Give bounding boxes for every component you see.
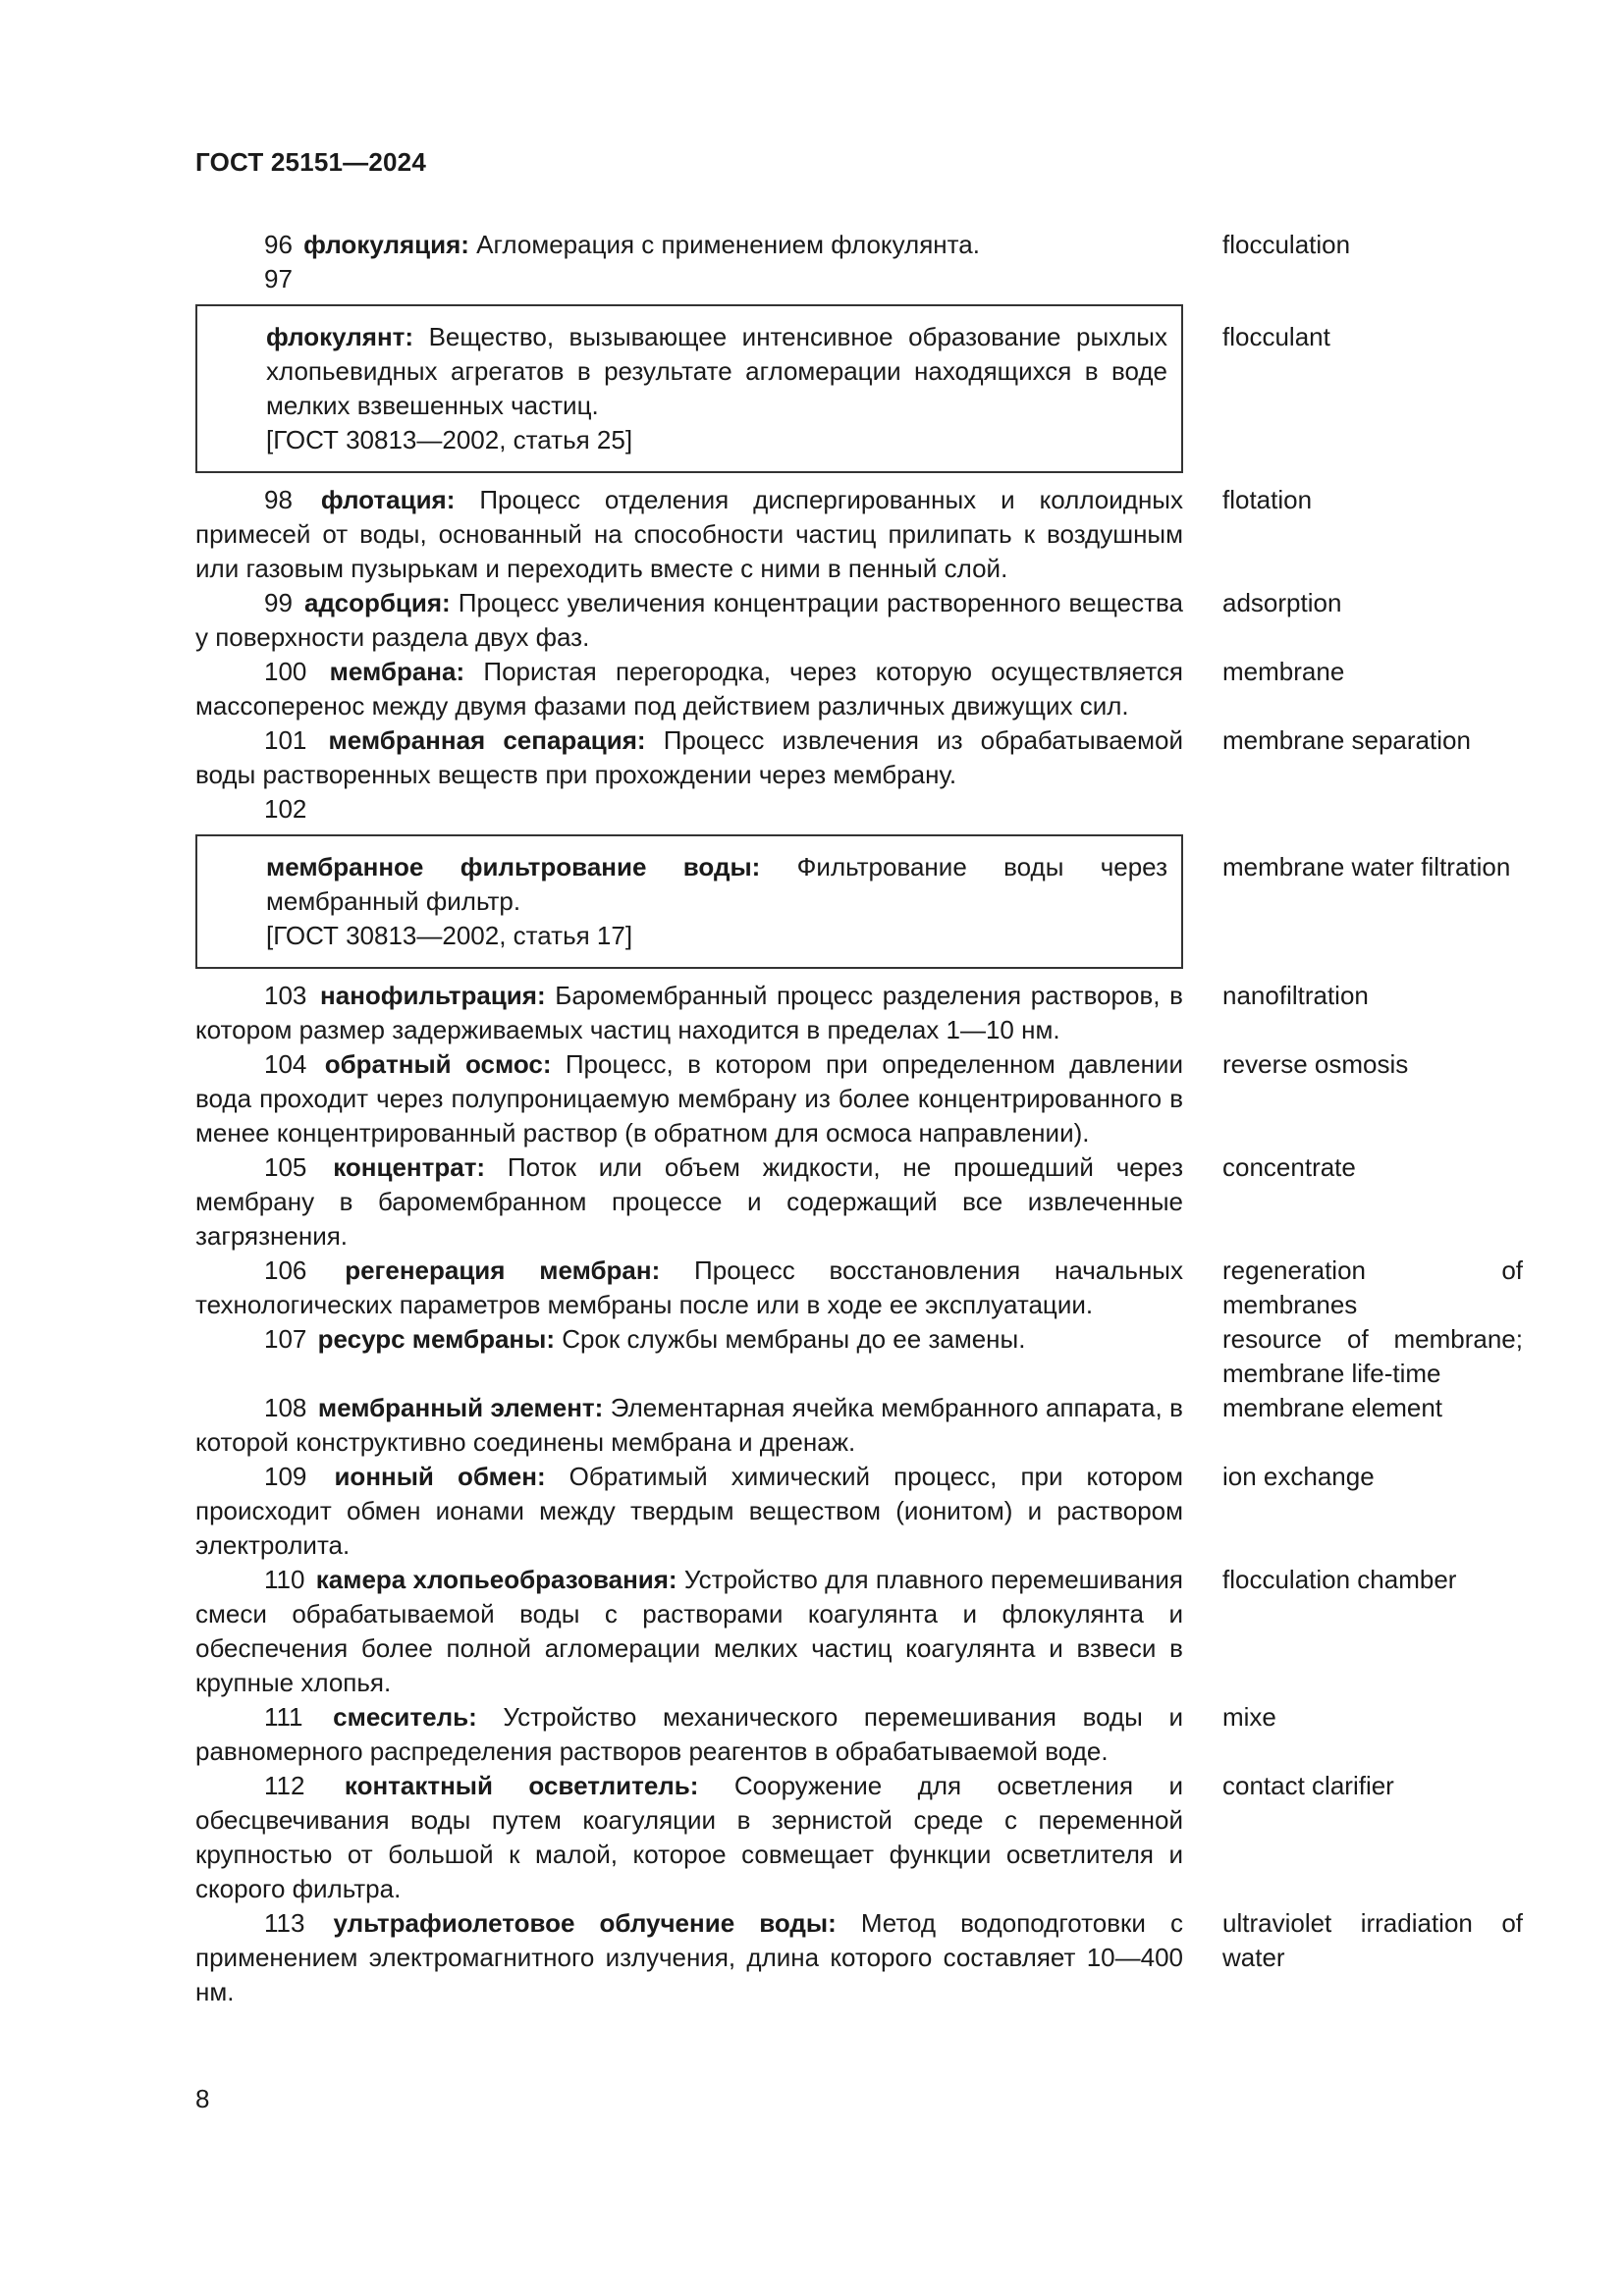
term-definition: Обратимый химический процесс, при котором происходит обмен ионами между твердым веществом (ионитом) и раствором электролита.	[195, 1462, 1183, 1560]
term-box	[195, 304, 1183, 473]
document-header: ГОСТ 25151—2024	[195, 147, 426, 177]
term-entry-98	[195, 483, 1523, 586]
term-name: регенерация мембран:	[345, 1255, 661, 1285]
term-entry-102	[195, 834, 1523, 969]
term-definition: Элементарная ячейка мембранного аппарата, в которой конструктивно соединены мембрана и дренаж.	[195, 1393, 1183, 1457]
term-name: мембранный элемент:	[317, 1393, 604, 1422]
term-entry-107	[195, 1322, 1523, 1391]
term-definition: Процесс извлечения из обрабатываемой воды растворенных веществ при прохождении через мембрану.	[195, 725, 1183, 789]
term-number: 98	[264, 485, 293, 514]
term-entry-106	[195, 1254, 1523, 1322]
term-definition: Устройство механического перемешивания воды и равномерного распределения растворов реагентов в обрабатываемой воде.	[195, 1702, 1183, 1766]
term-english: mixe	[1222, 1702, 1276, 1732]
term-name: мембрана:	[329, 657, 465, 686]
term-entry-108	[195, 1391, 1523, 1460]
term-definition: Баромембранный процесс разделения растворов, в котором размер задерживаемых частиц находится в пределах 1—10 нм.	[195, 981, 1183, 1044]
term-name: нанофильтрация:	[320, 981, 546, 1010]
term-english: flocculation	[1222, 230, 1351, 259]
term-english: flocculant	[1222, 322, 1330, 351]
term-number: 108	[264, 1393, 307, 1422]
term-number: 106	[264, 1255, 307, 1285]
term-english: ion exchange	[1222, 1462, 1375, 1491]
term-number: 112	[264, 1771, 305, 1800]
term-english: reverse osmosis	[1222, 1049, 1409, 1079]
term-name: обратный осмос:	[324, 1049, 552, 1079]
term-definition: Процесс, в котором при определенном давлении вода проходит через полупроницаемую мембрану из более концентрированного в менее концентрированный раствор (в обратном для осмоса направлении).	[195, 1049, 1183, 1148]
term-number-102: 102	[264, 794, 307, 824]
term-name: мембранная сепарация:	[328, 725, 646, 755]
term-definition: Срок службы мембраны до ее замены.	[554, 1324, 1026, 1354]
term-definition: Поток или объем жидкости, не прошедший через мембрану в баромембранном процессе и содержащий все извлеченные загрязнения.	[195, 1152, 1183, 1251]
term-number: 111	[264, 1702, 303, 1732]
term-number: 109	[264, 1462, 307, 1491]
term-name: ультрафиолетовое облучение воды:	[333, 1908, 837, 1938]
term-definition: Агломерация с применением флокулянта.	[468, 230, 980, 259]
term-definition: Метод водоподготовки с применением электромагнитного излучения, длина которого составляет 10—400 нм.	[195, 1908, 1183, 2006]
term-definition: Устройство для плавного перемешивания смеси обрабатываемой воды с растворами коагулянта и флокулянта и обеспечения более полной агломерации мелких частиц коагулянта и взвеси в крупные хлопья.	[195, 1565, 1183, 1697]
term-name: адсорбция:	[304, 588, 451, 617]
term-entry-104	[195, 1047, 1523, 1150]
term-english: ultraviolet irradiation of water	[1222, 1908, 1523, 1972]
term-name: ресурс мембраны:	[317, 1324, 555, 1354]
term-english: flocculation chamber	[1222, 1565, 1457, 1594]
term-definition: Фильтрование воды через мембранный фильтр.	[266, 852, 1167, 916]
term-definition: Пористая перегородка, через которую осуществляется массоперенос между двумя фазами под действием различных движущих сил.	[195, 657, 1183, 721]
term-name: флокулянт:	[266, 322, 414, 351]
terms-list	[195, 228, 1523, 2009]
term-name: камера хлопьеобразования:	[315, 1565, 677, 1594]
term-box	[195, 834, 1183, 969]
term-entry-103	[195, 979, 1523, 1047]
term-name: флокуляция:	[303, 230, 469, 259]
term-reference: [ГОСТ 30813—2002, статья 17]	[266, 921, 633, 950]
term-name: смеситель:	[333, 1702, 477, 1732]
term-english: membrane element	[1222, 1393, 1442, 1422]
term-entry-101	[195, 723, 1523, 792]
term-name: мембранное фильтрование воды:	[266, 852, 761, 881]
term-number: 113	[264, 1908, 305, 1938]
term-entry-112	[195, 1769, 1523, 1906]
term-number-97: 97	[264, 264, 293, 294]
term-number: 99	[264, 588, 293, 617]
term-english: membrane separation	[1222, 725, 1471, 755]
term-number: 107	[264, 1324, 307, 1354]
term-english: concentrate	[1222, 1152, 1356, 1182]
term-number: 103	[264, 981, 307, 1010]
term-english: flotation	[1222, 485, 1313, 514]
term-english: membrane	[1222, 657, 1345, 686]
term-number: 105	[264, 1152, 307, 1182]
term-definition: Сооружение для осветления и обесцвечивания воды путем коагуляции в зернистой среде с переменной крупностью от большой к малой, которое совмещает функции осветлителя и скорого фильтра.	[195, 1771, 1183, 1903]
term-number: 104	[264, 1049, 307, 1079]
term-name: концентрат:	[333, 1152, 486, 1182]
term-english: membrane water filtration	[1222, 852, 1511, 881]
term-entry-99	[195, 586, 1523, 655]
term-definition: Процесс восстановления начальных технологических параметров мембраны после или в ходе ее эксплуатации.	[195, 1255, 1183, 1319]
term-number: 101	[264, 725, 307, 755]
term-entry-100	[195, 655, 1523, 723]
term-reference: [ГОСТ 30813—2002, статья 25]	[266, 425, 633, 454]
term-number: 96	[264, 230, 293, 259]
term-english: regeneration of membranes	[1222, 1255, 1523, 1319]
term-entry-109	[195, 1460, 1523, 1563]
term-number: 100	[264, 657, 307, 686]
term-english: adsorption	[1222, 588, 1342, 617]
term-number: 110	[264, 1565, 305, 1594]
term-english: resource of membrane; membrane life-time	[1222, 1324, 1523, 1388]
term-definition: Процесс отделения диспергированных и коллоидных примесей от воды, основанный на способности частиц прилипать к воздушным или газовым пузырькам и переходить вместе с ними в пенный слой.	[195, 485, 1183, 583]
term-entry-105	[195, 1150, 1523, 1254]
term-english: nanofiltration	[1222, 981, 1369, 1010]
term-definition: Вещество, вызывающее интенсивное образование рыхлых хлопьевидных агрегатов в результате агломерации находящихся в воде мелких взвешенных частиц.	[266, 322, 1167, 420]
term-english: contact clarifier	[1222, 1771, 1394, 1800]
term-entry-111	[195, 1700, 1523, 1769]
term-name: ионный обмен:	[334, 1462, 546, 1491]
term-name: контактный осветлитель:	[344, 1771, 699, 1800]
page-number: 8	[195, 2084, 210, 2113]
term-entry-97	[195, 304, 1523, 473]
term-entry-110	[195, 1563, 1523, 1700]
term-name: флотация:	[320, 485, 456, 514]
term-entry-113	[195, 1906, 1523, 2009]
term-definition: Процесс увеличения концентрации растворенного вещества у поверхности раздела двух фаз.	[195, 588, 1183, 652]
term-entry-96	[195, 228, 1523, 262]
